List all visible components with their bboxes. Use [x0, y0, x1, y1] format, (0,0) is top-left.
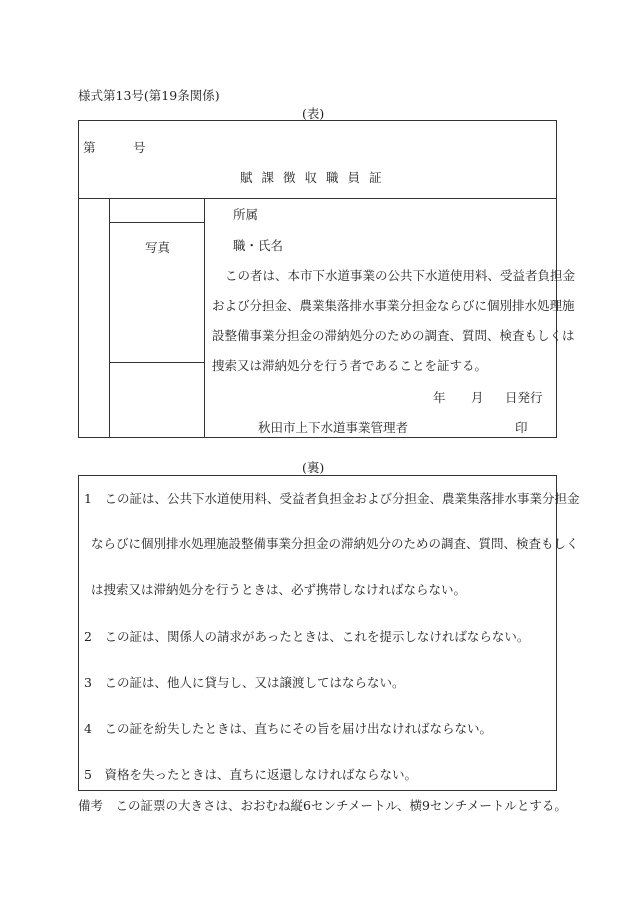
number-label: 第 号	[83, 140, 146, 155]
cert-line-3: 設整備事業分担金の滞納処分のための調査、質問、検査もしくは	[212, 328, 575, 343]
seal-mark: 印	[515, 420, 528, 435]
affiliation-label: 所属	[233, 207, 259, 222]
item1-line-1: 1 この証は、公共下水道使用料、受益者負担金および分担金、農業集落排水事業分担金	[84, 491, 580, 506]
item3: 3 この証は、他人に貸与し、又は譲渡してはならない。	[84, 675, 405, 690]
position-name-label: 職・氏名	[233, 238, 284, 253]
issue-month: 月	[471, 390, 484, 405]
photo-right-line	[204, 198, 205, 438]
item1-line-2: ならびに個別排水処理施設整備事業分担金の滞納処分のための調査、質問、検査もしく	[91, 536, 579, 551]
remarks-note: 備考 この証票の大きさは、おおむね縦6センチメートル、横9センチメートルとする。	[78, 798, 567, 813]
issue-day: 日発行	[505, 390, 543, 405]
form-label: 様式第13号(第19条関係)	[78, 88, 220, 103]
photo-bottom-line	[109, 362, 204, 363]
issuer-name: 秋田市上下水道事業管理者	[258, 420, 409, 435]
cert-line-1: この者は、本市下水道事業の公共下水道使用料、受益者負担金	[225, 268, 576, 283]
cert-line-4: 捜索又は滞納処分を行う者であることを証する。	[212, 358, 488, 373]
item5: 5 資格を失ったときは、直ちに返還しなければならない。	[84, 767, 417, 782]
cert-line-2: および分担金、農業集落排水事業分担金ならびに個別排水処理施	[212, 298, 575, 313]
photo-top-line	[109, 222, 204, 223]
photo-label: 写真	[145, 240, 171, 255]
left-margin-line	[109, 198, 110, 438]
item1-line-3: は捜索又は滞納処分を行うときは、必ず携帯しなければならない。	[91, 582, 467, 597]
title-divider	[78, 198, 557, 199]
item2: 2 この証は、関係人の請求があったときは、これを提示しなければならない。	[84, 629, 530, 644]
issue-year: 年	[433, 390, 446, 405]
card-title: 賦課徴収職員証	[240, 170, 391, 185]
item4: 4 この証を紛失したときは、直ちにその旨を届け出なければならない。	[84, 721, 492, 736]
front-caption: (表)	[302, 106, 325, 121]
back-caption: (裏)	[302, 460, 325, 475]
